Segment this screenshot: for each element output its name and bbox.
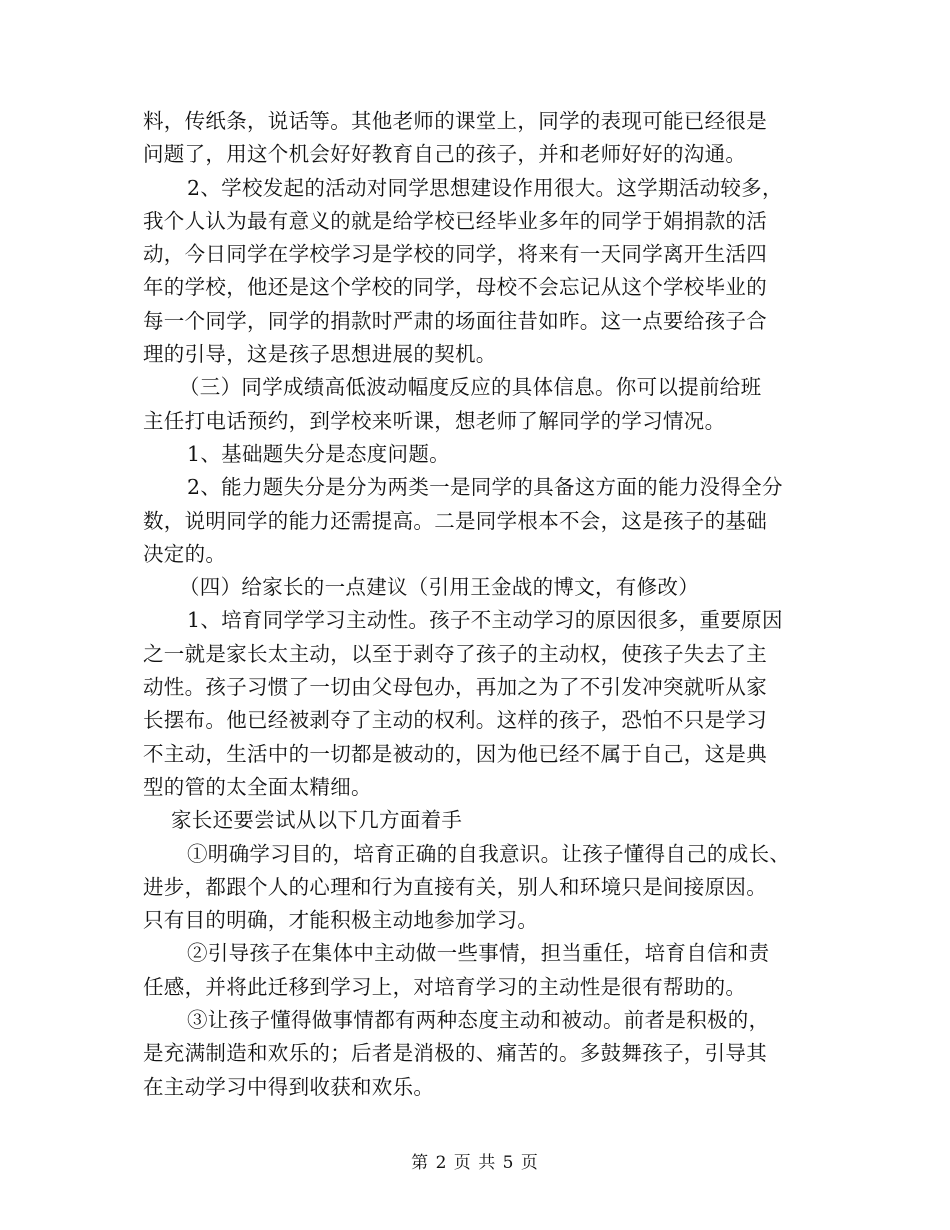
text-line: 主任打电话预约，到学校来听课，想老师了解同学的学习情况。 xyxy=(143,408,726,433)
text-line: ②引导孩子在集体中主动做一些事情，担当重任，培育自信和责 xyxy=(187,941,770,966)
text-line: 2、能力题失分是分为两类一是同学的具备这方面的能力没得全分 xyxy=(187,475,783,500)
text-line: 长摆布。他已经被剥夺了主动的权利。这样的孩子，恐怕不只是学习 xyxy=(143,708,767,733)
text-line: 料，传纸条，说话等。其他老师的课堂上，同学的表现可能已经很是 xyxy=(143,109,767,133)
text-line: 是充满制造和欢乐的；后者是消极的、痛苦的。多鼓舞孩子，引导其 xyxy=(143,1041,767,1066)
page-footer: 第 2 页 共 5 页 xyxy=(411,1153,539,1173)
text-line: 在主动学习中得到收获和欢乐。 xyxy=(143,1074,435,1099)
text-line: 1、基础题失分是态度问题。 xyxy=(187,441,450,466)
text-line: 年的学校，他还是这个学校的同学，母校不会忘记从这个学校毕业的 xyxy=(143,275,767,300)
section-heading: （三）同学成绩高低波动幅度反应的具体信息。你可以提前给班 xyxy=(179,375,762,400)
text-line: 动性。孩子习惯了一切由父母包办，再加之为了不引发冲突就听从家 xyxy=(143,675,767,700)
text-line: 动，今日同学在学校学习是学校的同学，将来有一天同学离开生活四 xyxy=(143,242,767,267)
text-line: 型的管的太全面太精细。 xyxy=(143,774,372,799)
text-line: 问题了，用这个机会好好教育自己的孩子，并和老师好好的沟通。 xyxy=(143,142,747,167)
text-line: 数，说明同学的能力还需提高。二是同学根本不会，这是孩子的基础 xyxy=(143,508,767,533)
text-line: 不主动，生活中的一切都是被动的，因为他已经不属于自己，这是典 xyxy=(143,741,767,766)
text-line: 只有目的明确，才能积极主动地参加学习。 xyxy=(143,908,539,933)
text-line: 2、学校发起的活动对同学思想建设作用很大。这学期活动较多， xyxy=(187,175,783,200)
text-line: 任感，并将此迁移到学习上，对培育学习的主动性是很有帮助的。 xyxy=(143,974,747,999)
text-line: 理的引导，这是孩子思想进展的契机。 xyxy=(143,342,497,367)
text-line: ③让孩子懂得做事情都有两种态度主动和被动。前者是积极的， xyxy=(187,1008,770,1033)
text-line: 之一就是家长太主动，以至于剥夺了孩子的主动权，使孩子失去了主 xyxy=(143,641,767,666)
section-heading: （四）给家长的一点建议（引用王金战的博文，有修改） xyxy=(179,575,699,600)
text-line: 每一个同学，同学的捐款时严肃的场面往昔如昨。这一点要给孩子合 xyxy=(143,308,767,333)
text-line: 进步，都跟个人的心理和行为直接有关，别人和环境只是间接原因。 xyxy=(143,874,767,899)
text-line: 我个人认为最有意义的就是给学校已经毕业多年的同学于娟捐款的活 xyxy=(143,208,767,233)
text-line: 决定的。 xyxy=(143,541,227,566)
text-line: ①明确学习目的，培育正确的自我意识。让孩子懂得自己的成长、 xyxy=(187,841,791,866)
text-line: 家长还要尝试从以下几方面着手 xyxy=(171,808,463,833)
text-line: 1、培育同学学习主动性。孩子不主动学习的原因很多，重要原因 xyxy=(187,608,783,633)
document-body xyxy=(143,105,818,1104)
